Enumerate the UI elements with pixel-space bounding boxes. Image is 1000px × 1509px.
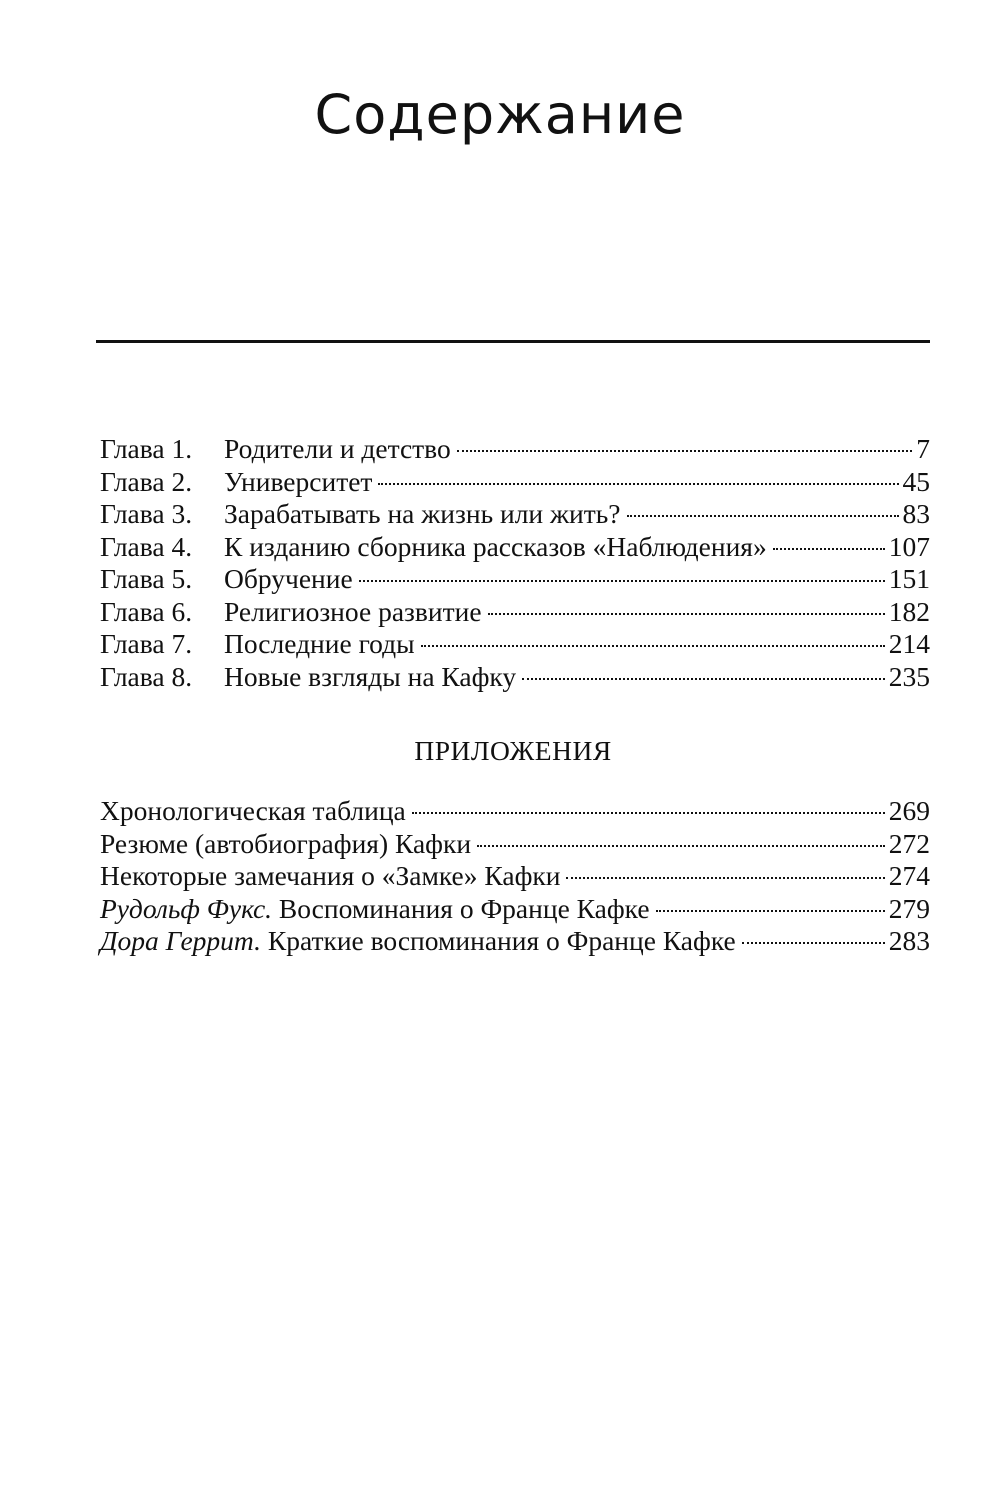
toc-entry-chapter-2[interactable] [100, 466, 930, 499]
toc-entry-label [100, 563, 353, 596]
toc-entry-label [100, 466, 372, 499]
page-number: 279 [888, 892, 930, 924]
toc-entry-appendix-5[interactable] [100, 925, 930, 958]
dot-leader [566, 877, 884, 879]
toc-entry-label [100, 828, 471, 861]
toc-entry-label [100, 531, 767, 564]
chapter-title: Новые взгляды на Кафку [224, 660, 517, 692]
dot-leader [742, 942, 885, 944]
dot-leader [773, 548, 885, 550]
appendix-title: Резюме (автобиография) Кафки [100, 827, 472, 859]
horizontal-rule [96, 340, 930, 343]
appendix-title: Воспоминания о Франце Кафке [278, 892, 650, 924]
toc-entry-label [100, 498, 621, 531]
toc-entry-appendix-1[interactable] [100, 795, 930, 828]
dot-leader [488, 613, 885, 615]
toc-entry-chapter-8[interactable] [100, 661, 930, 694]
chapter-title: Университет [224, 465, 373, 497]
appendix-list [100, 795, 930, 958]
toc-entry-label [100, 628, 415, 661]
page-title: Содержание [314, 83, 686, 147]
dot-leader [457, 450, 913, 452]
chapter-title: Родители и детство [224, 433, 451, 464]
dot-leader [359, 580, 885, 582]
page-number: 269 [888, 795, 930, 826]
chapter-title: К изданию сборника рассказов «Наблюдения» [224, 530, 767, 562]
toc-entry-chapter-7[interactable] [100, 628, 930, 661]
page-number: 283 [888, 925, 930, 956]
page-number: 235 [888, 660, 930, 692]
toc-entry-chapter-3[interactable] [100, 498, 930, 531]
appendix-title: Некоторые замечания о «Замке» Кафки [100, 860, 561, 891]
toc-entry-appendix-2[interactable] [100, 828, 930, 861]
toc-entry-label [100, 661, 516, 694]
chapter-title: Религиозное развитие [224, 595, 482, 627]
toc-entry-chapter-5[interactable] [100, 563, 930, 596]
toc-entry-chapter-6[interactable] [100, 596, 930, 629]
appendix-author: Рудольф Фукс. [100, 892, 273, 924]
page-number: 274 [888, 860, 930, 891]
toc-entry-label [100, 596, 482, 629]
dot-leader [421, 645, 885, 647]
chapter-title: Обручение [224, 563, 353, 594]
toc-entry-label [100, 860, 560, 893]
appendix-title: Краткие воспоминания о Франце Кафке [267, 925, 736, 956]
toc-entry-appendix-4[interactable] [100, 893, 930, 926]
page-number: 182 [888, 595, 930, 627]
toc-entry-chapter-4[interactable] [100, 531, 930, 564]
chapter-number: Глава 4. [100, 530, 193, 562]
page-number: 151 [888, 563, 930, 594]
toc-entry-label [100, 925, 736, 958]
page-number: 272 [888, 827, 930, 859]
chapter-number: Глава 1. [100, 433, 193, 464]
chapter-list [100, 433, 930, 693]
page-number: 7 [916, 433, 930, 464]
dot-leader [627, 515, 899, 517]
chapter-number: Глава 7. [100, 628, 193, 659]
dot-leader [522, 678, 885, 680]
dot-leader [656, 910, 885, 912]
page-number: 214 [888, 628, 930, 659]
appendix-title: Хронологическая таблица [100, 795, 406, 826]
toc-entry-label [100, 433, 451, 466]
chapter-title: Зарабатывать на жизнь или жить? [224, 498, 621, 529]
dot-leader [378, 483, 898, 485]
chapter-number: Глава 2. [100, 465, 193, 497]
toc-entry-label [100, 893, 650, 926]
toc-entry-label [100, 795, 406, 828]
chapter-title: Последние годы [224, 628, 415, 659]
dot-leader [477, 845, 885, 847]
toc-entry-appendix-3[interactable] [100, 860, 930, 893]
page-number: 45 [902, 465, 930, 497]
chapter-number: Глава 8. [100, 660, 193, 692]
dot-leader [412, 812, 885, 814]
toc-entry-chapter-1[interactable] [100, 433, 930, 466]
chapter-number: Глава 3. [100, 498, 193, 529]
page-number: 107 [888, 530, 930, 562]
chapter-number: Глава 6. [100, 595, 193, 627]
chapter-number: Глава 5. [100, 563, 193, 594]
appendix-heading: ПРИЛОЖЕНИЯ [414, 735, 612, 766]
page-number: 83 [902, 498, 930, 529]
appendix-author: Дора Геррит. [100, 925, 261, 956]
